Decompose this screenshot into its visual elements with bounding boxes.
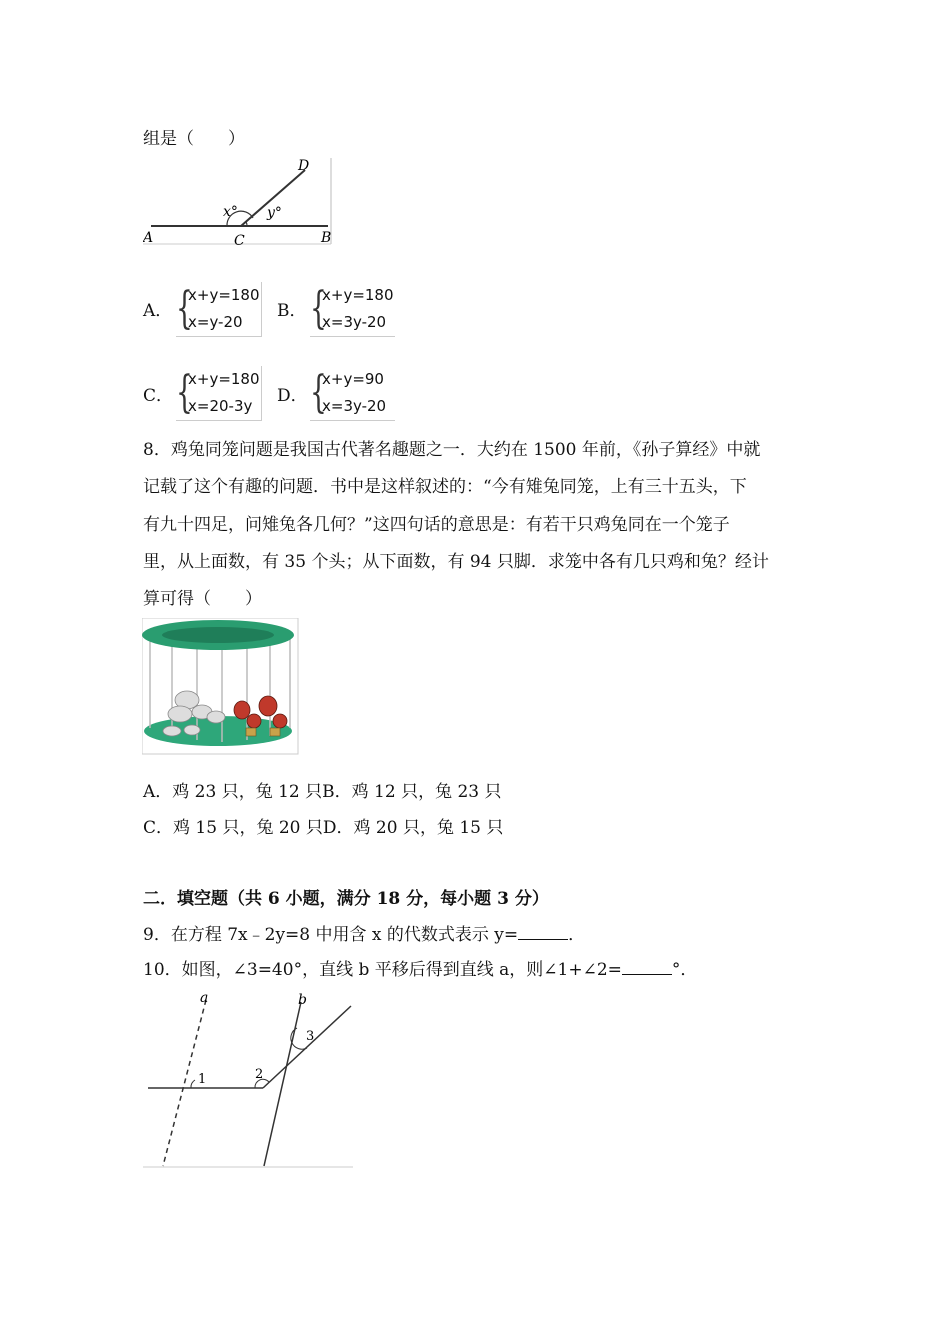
q7-label-b: B — [321, 230, 332, 246]
q7-option-b-system[interactable]: { x+y=180 x=3y-20 — [310, 282, 395, 337]
q7-option-c-label: C． — [143, 386, 174, 406]
q7-label-x: x° — [223, 204, 238, 220]
q9-text-before: 9．在方程 7x﹣2y=8 中用含 x 的代数式表示 y= — [143, 925, 519, 945]
q8-line-5: 算可得（ ） — [143, 589, 262, 609]
q7-option-d-label: D． — [277, 386, 308, 406]
q10-text-after: °． — [671, 960, 698, 980]
q7-label-d: D — [298, 158, 310, 174]
q9-text — [143, 917, 585, 954]
q8-line-4: 里，从上面数，有 35 个头；从下面数，有 94 只脚．求笼中各有几只鸡和兔？经计 — [143, 552, 769, 572]
q9-text-after: ． — [568, 925, 586, 945]
q8-cage-illustration — [142, 618, 300, 756]
q8-line-1: 8．鸡兔同笼问题是我国古代著名趣题之一．大约在 1500 年前，《孙子算经》中就 — [143, 440, 761, 460]
q10-label-b: b — [298, 992, 307, 1008]
q7-label-a: A — [143, 230, 154, 246]
q7-option-a-system[interactable]: { x+y=180 x=y-20 — [176, 282, 262, 337]
q8-line-2: 记载了这个有趣的问题．书中是这样叙述的：“今有雉兔同笼，上有三十五头，下 — [143, 477, 747, 497]
q10-label-angle-3: 3 — [306, 1029, 315, 1044]
q7-option-c-system[interactable]: { x+y=180 x=20-3y — [176, 366, 262, 421]
q7-option-a-eq2: x=y-20 — [188, 313, 243, 331]
q7-label-c: C — [234, 233, 245, 248]
q10-lines-figure — [143, 992, 355, 1170]
q7-option-c-eq2: x=20-3y — [188, 397, 253, 415]
q7-angle-figure — [143, 156, 335, 248]
q9-answer-blank[interactable] — [518, 925, 568, 940]
q7-option-a-label: A． — [143, 301, 173, 321]
q7-option-b-eq1: x+y=180 — [322, 286, 394, 304]
q7-option-b-eq2: x=3y-20 — [322, 313, 387, 331]
q8-options-row-1: A．鸡 23 只，兔 12 只B．鸡 12 只，兔 23 只 — [143, 782, 502, 802]
q10-label-angle-1: 1 — [198, 1072, 207, 1087]
q8-line-3: 有九十四足，问雉兔各几何？”这四句话的意思是：有若干只鸡兔同在一个笼子 — [143, 515, 730, 535]
q10-answer-blank[interactable] — [622, 960, 672, 975]
q7-option-d-system[interactable]: { x+y=90 x=3y-20 — [310, 366, 395, 421]
q10-text — [143, 952, 697, 989]
q7-option-d-eq2: x=3y-20 — [322, 397, 387, 415]
q7-option-d-eq1: x+y=90 — [322, 370, 384, 388]
q7-option-a-eq1: x+y=180 — [188, 286, 260, 304]
q10-label-angle-2: 2 — [255, 1067, 264, 1082]
section-2-title: 二．填空题（共 6 小题，满分 18 分，每小题 3 分） — [143, 889, 549, 909]
q7-option-c-eq1: x+y=180 — [188, 370, 260, 388]
q10-text-before: 10．如图，∠3=40°，直线 b 平移后得到直线 a，则∠1+∠2= — [143, 960, 622, 980]
q7-label-y: y° — [267, 205, 282, 221]
q10-label-a: a — [200, 992, 209, 1006]
q8-options-row-2: C．鸡 15 只，兔 20 只D．鸡 20 只，兔 15 只 — [143, 818, 504, 838]
q7-option-b-label: B． — [277, 301, 307, 321]
q7-stem-tail: 组是（ ） — [143, 129, 245, 149]
